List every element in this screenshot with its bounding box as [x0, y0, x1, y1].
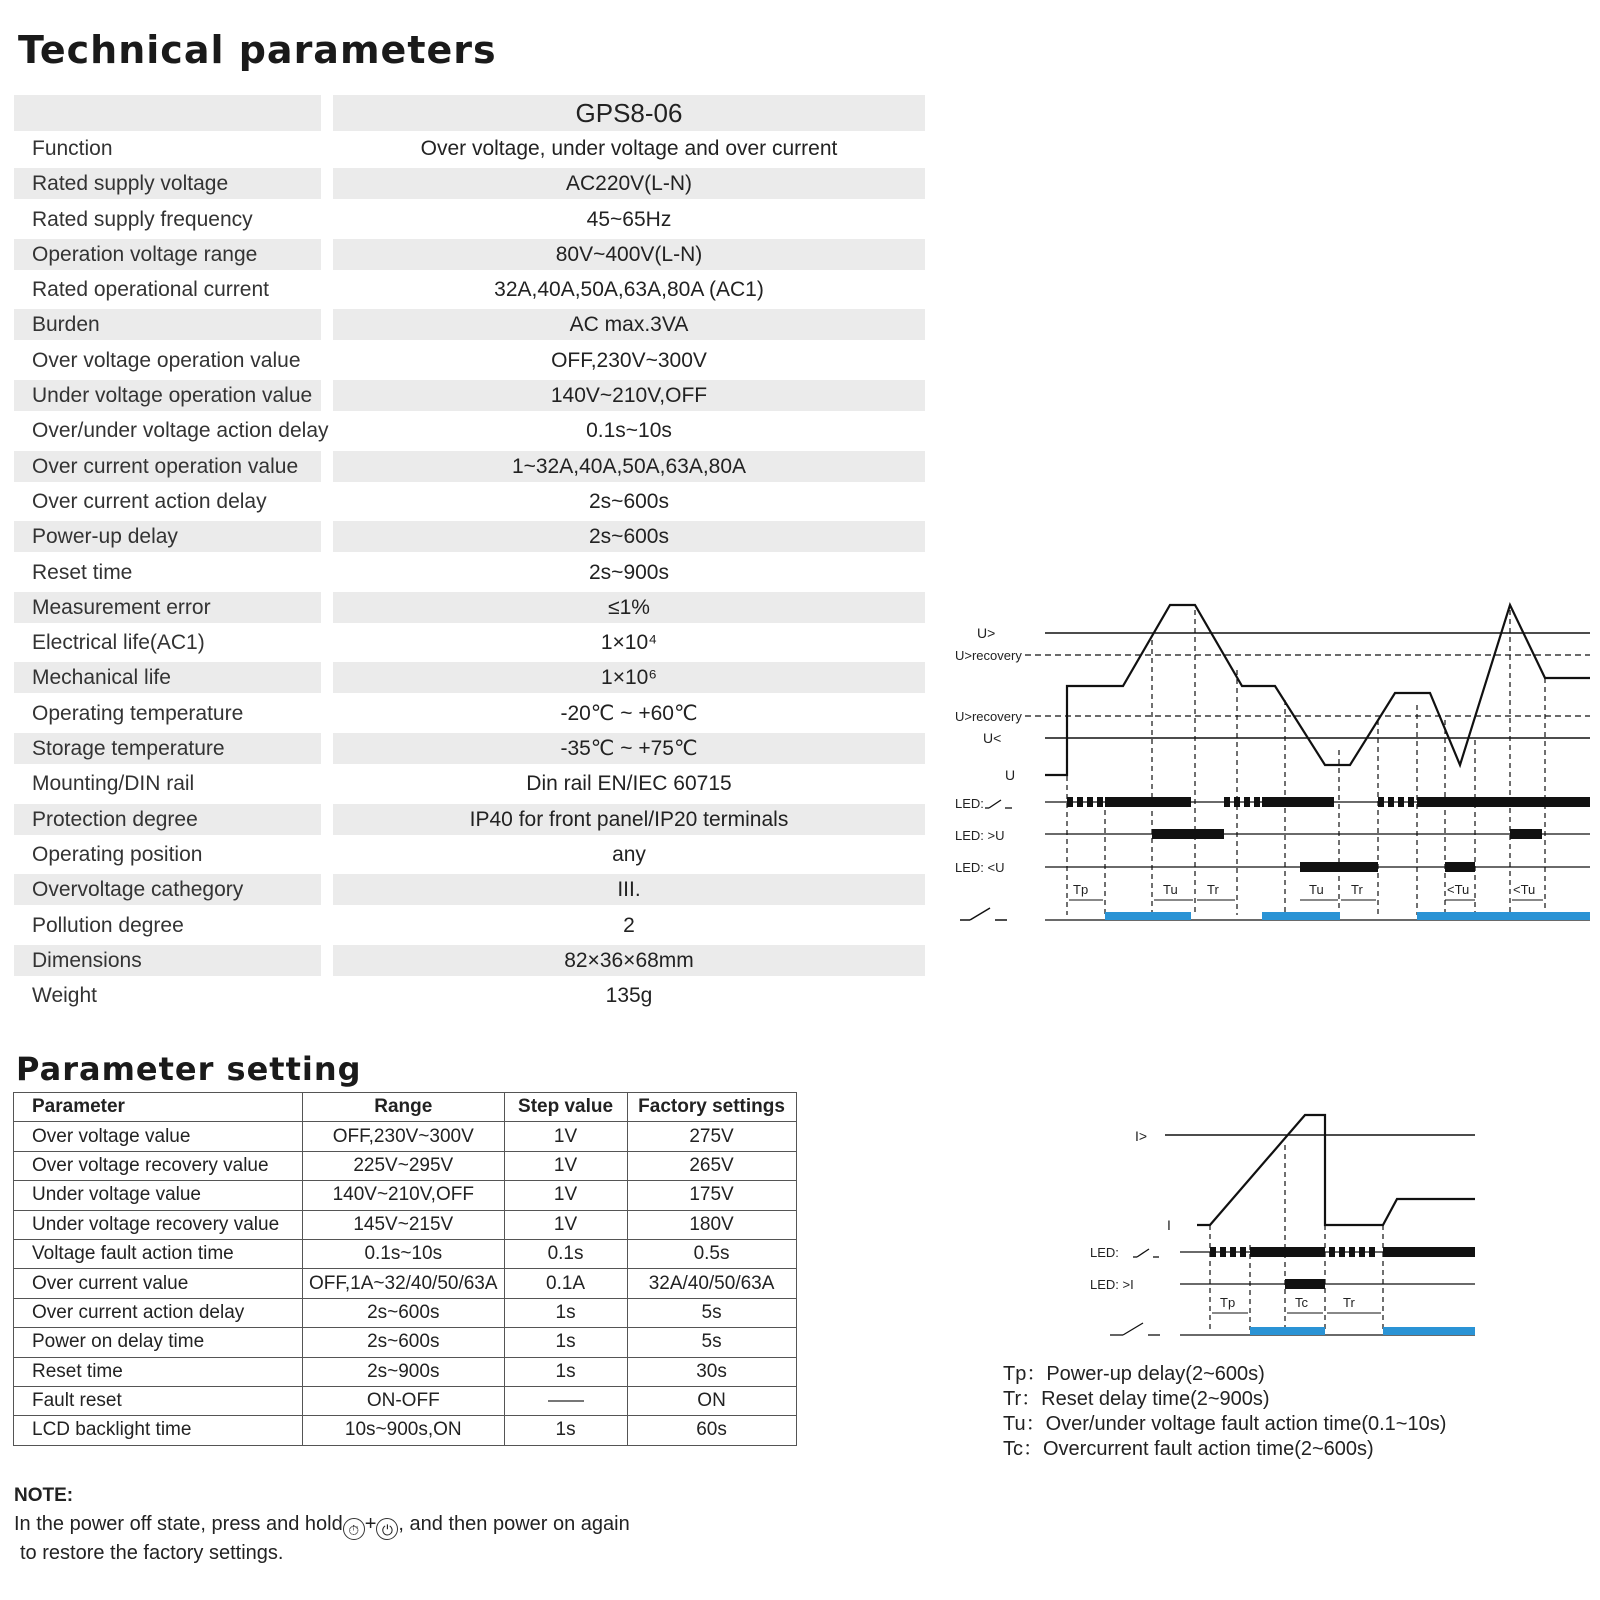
- param-label: Under voltage operation value: [14, 380, 321, 411]
- param-value: ≤1%: [333, 592, 925, 623]
- param-value: IP40 for front panel/IP20 terminals: [333, 804, 925, 835]
- param-value: -20℃ ~ +60℃: [560, 701, 698, 725]
- setting-range: OFF,230V~300V: [303, 1122, 505, 1151]
- param-label: Electrical life(AC1): [32, 631, 205, 655]
- table-row: [14, 943, 925, 978]
- col-header-factory: Factory settings: [627, 1093, 796, 1122]
- interval-label: Tr: [1207, 882, 1219, 897]
- setting-range: OFF,1A~32/40/50/63A: [303, 1269, 505, 1298]
- setting-parameter: LCD backlight time: [14, 1416, 303, 1445]
- param-label: Operating position: [32, 842, 203, 866]
- setting-step: 0.1s: [504, 1239, 627, 1268]
- setting-factory: ON: [627, 1386, 796, 1415]
- setting-factory: 5s: [627, 1298, 796, 1327]
- setting-parameter: Over current value: [14, 1269, 303, 1298]
- param-value: 80V~400V(L-N): [333, 239, 925, 270]
- note-text-after: , and then power on again: [398, 1513, 630, 1535]
- relay-on-bars: [1105, 912, 1590, 920]
- param-label: Mounting/DIN rail: [32, 772, 195, 796]
- setting-range: 2s~600s: [303, 1328, 505, 1357]
- table-row: [14, 660, 925, 695]
- param-label: Over voltage operation value: [32, 348, 301, 372]
- table-row: [14, 272, 925, 307]
- param-value: Din rail EN/IEC 60715: [526, 772, 732, 796]
- param-label: Over current action delay: [32, 489, 267, 513]
- current-timing-diagram: [1090, 1095, 1485, 1345]
- voltage-label-led-over: LED: >U: [955, 828, 1005, 843]
- tech-table-header-blank: [14, 95, 321, 131]
- timer-button-icon: ⏱: [343, 1518, 365, 1540]
- param-value: -35℃ ~ +75℃: [333, 733, 925, 764]
- table-row: [14, 519, 925, 554]
- table-row: [14, 1328, 797, 1357]
- setting-factory: 30s: [627, 1357, 796, 1386]
- current-label-led-over: LED: >I: [1090, 1277, 1134, 1292]
- note-text-before: In the power off state, press and hold: [14, 1513, 343, 1535]
- voltage-waveform: [1045, 605, 1590, 775]
- note-line2: to restore the factory settings.: [20, 1542, 284, 1564]
- note-plus: +: [364, 1513, 377, 1535]
- voltage-timing-diagram: [955, 610, 1595, 950]
- param-value: any: [612, 842, 646, 866]
- interval-label: Tu: [1163, 882, 1178, 897]
- param-label: Rated supply voltage: [14, 168, 321, 199]
- led-relay-bars: [1067, 797, 1590, 807]
- interval-label: <Tu: [1447, 882, 1470, 897]
- tech-params-title: Technical parameters: [18, 28, 497, 72]
- interval-label: Tu: [1309, 882, 1324, 897]
- setting-step: 1V: [504, 1181, 627, 1210]
- param-label: Measurement error: [14, 592, 321, 623]
- legend-item: Tp：Power-up delay(2~600s): [1003, 1363, 1265, 1385]
- interval-label-i: Tc: [1295, 1295, 1308, 1310]
- table-row: [14, 696, 925, 731]
- col-header-parameter: Parameter: [14, 1093, 303, 1122]
- timing-legend: [1003, 1362, 1446, 1462]
- param-value: 45~65Hz: [586, 207, 672, 231]
- setting-step: 1s: [504, 1328, 627, 1357]
- relay-switch-icon-i: [1110, 1249, 1160, 1335]
- param-value: Over voltage, under voltage and over current: [420, 137, 838, 160]
- voltage-label-u-under-recovery: U>recovery: [955, 709, 1022, 724]
- table-row: [14, 590, 925, 625]
- param-value: 2s~600s: [333, 521, 925, 552]
- tech-table-model: GPS8-06: [333, 95, 925, 131]
- param-label: Rated supply frequency: [32, 207, 253, 231]
- setting-step: 1V: [504, 1210, 627, 1239]
- setting-parameter: Over current action delay: [14, 1298, 303, 1327]
- param-label: Dimensions: [14, 945, 321, 976]
- setting-factory: 32A/40/50/63A: [627, 1269, 796, 1298]
- table-row: [14, 378, 925, 413]
- setting-factory: 5s: [627, 1328, 796, 1357]
- param-value: 32A,40A,50A,63A,80A (AC1): [494, 278, 764, 302]
- setting-parameter: Under voltage recovery value: [14, 1210, 303, 1239]
- interval-label: Tr: [1351, 882, 1363, 897]
- setting-parameter: Fault reset: [14, 1386, 303, 1415]
- setting-range: 145V~215V: [303, 1210, 505, 1239]
- setting-parameter: Reset time: [14, 1357, 303, 1386]
- voltage-label-led-relay: LED:: [955, 796, 984, 811]
- table-row: [14, 1181, 797, 1210]
- setting-step: 1V: [504, 1122, 627, 1151]
- param-label: Protection degree: [14, 804, 321, 835]
- setting-step: 1s: [504, 1416, 627, 1445]
- setting-step: 1s: [504, 1357, 627, 1386]
- current-label-i-over: I>: [1135, 1128, 1148, 1144]
- current-waveform: [1197, 1115, 1475, 1225]
- param-value: 2s~600s: [589, 489, 669, 513]
- table-row: [14, 1357, 797, 1386]
- tech-params-table: [14, 131, 925, 1013]
- table-row: [14, 343, 925, 378]
- table-row: [14, 555, 925, 590]
- table-row: [14, 978, 925, 1013]
- voltage-label-u-over-recovery: U>recovery: [955, 648, 1022, 663]
- table-row: [14, 1416, 797, 1445]
- interval-label-i: Tp: [1220, 1295, 1236, 1310]
- note-title: NOTE:: [14, 1485, 74, 1506]
- param-value: AC max.3VA: [333, 309, 925, 340]
- setting-parameter: Over voltage recovery value: [14, 1151, 303, 1180]
- note-text: [14, 1511, 734, 1567]
- param-label: Power-up delay: [14, 521, 321, 552]
- param-value: 82×36×68mm: [333, 945, 925, 976]
- table-row: [14, 237, 925, 272]
- param-label: Reset time: [32, 560, 133, 584]
- col-header-step: Step value: [504, 1093, 627, 1122]
- col-header-range: Range: [303, 1093, 505, 1122]
- param-label: Storage temperature: [14, 733, 321, 764]
- table-row: [14, 131, 925, 166]
- voltage-label-led-under: LED: <U: [955, 860, 1005, 875]
- param-label: Operation voltage range: [14, 239, 321, 270]
- table-row: [14, 731, 925, 766]
- table-row: [14, 1151, 797, 1180]
- setting-factory: 180V: [627, 1210, 796, 1239]
- param-value: III.: [333, 874, 925, 905]
- legend-item: Tu：Over/under voltage fault action time(0.1~10s): [1003, 1413, 1447, 1435]
- current-label-i: I: [1167, 1217, 1171, 1233]
- relay-switch-icon: [960, 908, 1007, 920]
- current-label-led-relay: LED:: [1090, 1245, 1119, 1260]
- setting-factory: 275V: [627, 1122, 796, 1151]
- setting-factory: 175V: [627, 1181, 796, 1210]
- voltage-label-u-over: U>: [977, 625, 996, 641]
- legend-item: Tr：Reset delay time(2~900s): [1003, 1388, 1270, 1410]
- param-value: 140V~210V,OFF: [333, 380, 925, 411]
- setting-parameter: Under voltage value: [14, 1181, 303, 1210]
- setting-factory: 0.5s: [627, 1239, 796, 1268]
- table-row: [14, 766, 925, 801]
- setting-range: 225V~295V: [303, 1151, 505, 1180]
- setting-factory: 265V: [627, 1151, 796, 1180]
- setting-range: 10s~900s,ON: [303, 1416, 505, 1445]
- table-row: [14, 307, 925, 342]
- table-row: [14, 202, 925, 237]
- voltage-label-u-under: U<: [983, 730, 1002, 746]
- setting-range: 140V~210V,OFF: [303, 1181, 505, 1210]
- setting-range: 2s~600s: [303, 1298, 505, 1327]
- interval-label-i: Tr: [1343, 1295, 1355, 1310]
- table-row: [14, 802, 925, 837]
- setting-parameter: Power on delay time: [14, 1328, 303, 1357]
- table-row: [14, 449, 925, 484]
- param-label: Weight: [32, 984, 97, 1008]
- table-row: [14, 1386, 797, 1415]
- param-label: Over/under voltage action delay: [32, 419, 329, 443]
- param-value: AC220V(L-N): [333, 168, 925, 199]
- interval-label: Tp: [1073, 882, 1089, 897]
- param-label: Overvoltage cathegory: [14, 874, 321, 905]
- dash-icon: [548, 1400, 584, 1402]
- table-row: [14, 484, 925, 519]
- table-row: [14, 166, 925, 201]
- param-value: 0.1s~10s: [586, 419, 672, 443]
- setting-range: ON-OFF: [303, 1386, 505, 1415]
- setting-step: 0.1A: [504, 1269, 627, 1298]
- table-row: [14, 837, 925, 872]
- table-row: [14, 413, 925, 448]
- param-label: Pollution degree: [32, 913, 184, 937]
- param-value: 1×10⁴: [600, 631, 658, 655]
- table-row: [14, 1210, 797, 1239]
- power-button-icon: ⏻: [376, 1518, 398, 1540]
- param-value: 1×10⁶: [333, 662, 925, 693]
- table-row: [14, 1122, 797, 1151]
- table-row: [14, 872, 925, 907]
- setting-step: 1V: [504, 1151, 627, 1180]
- param-label: Mechanical life: [14, 662, 321, 693]
- table-row: [14, 1239, 797, 1268]
- param-value: OFF,230V~300V: [551, 348, 707, 372]
- param-value: 2: [623, 913, 635, 937]
- setting-step: 1s: [504, 1298, 627, 1327]
- param-setting-table: [13, 1092, 797, 1446]
- relay-on-bars-i: [1250, 1327, 1475, 1335]
- param-setting-title: Parameter setting: [16, 1050, 362, 1088]
- setting-range: 2s~900s: [303, 1357, 505, 1386]
- param-label: Rated operational current: [32, 278, 269, 302]
- param-value: 1~32A,40A,50A,63A,80A: [333, 451, 925, 482]
- param-value: 2s~900s: [589, 560, 669, 584]
- param-label: Operating temperature: [32, 701, 244, 725]
- setting-parameter: Voltage fault action time: [14, 1239, 303, 1268]
- setting-factory: 60s: [627, 1416, 796, 1445]
- table-row: [14, 625, 925, 660]
- setting-parameter: Over voltage value: [14, 1122, 303, 1151]
- led-over-bar-i: [1285, 1279, 1325, 1289]
- setting-step: [504, 1386, 627, 1415]
- relay-switch-small-icon: [985, 800, 1012, 808]
- table-header-row: [14, 1093, 797, 1122]
- table-row: [14, 1269, 797, 1298]
- interval-label: <Tu: [1513, 882, 1536, 897]
- param-label: Burden: [14, 309, 321, 340]
- param-label: Function: [32, 137, 113, 160]
- table-row: [14, 908, 925, 943]
- param-label: Over current operation value: [14, 451, 321, 482]
- legend-item: Tc：Overcurrent fault action time(2~600s): [1003, 1438, 1374, 1460]
- table-row: [14, 1298, 797, 1327]
- param-value: 135g: [605, 984, 653, 1008]
- setting-range: 0.1s~10s: [303, 1239, 505, 1268]
- voltage-label-u: U: [1005, 767, 1016, 783]
